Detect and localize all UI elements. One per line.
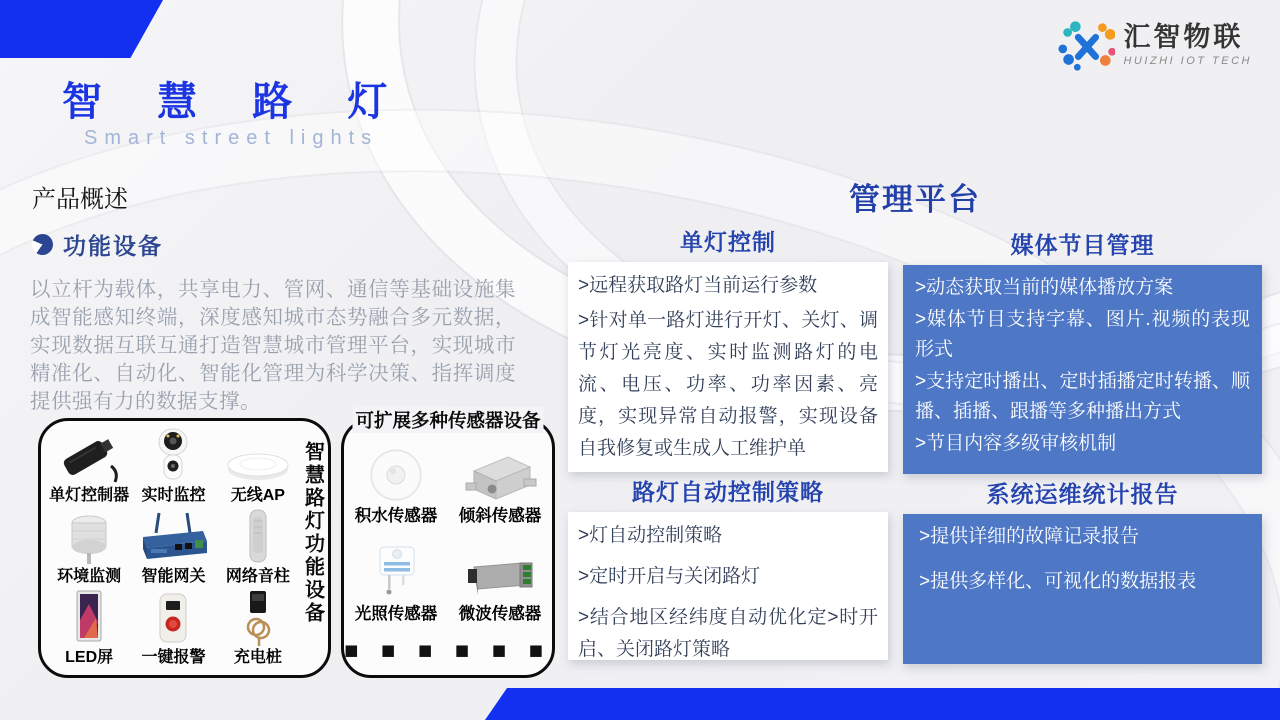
top-left-accent-shape — [0, 0, 163, 58]
sensor-item — [344, 529, 448, 627]
page-title: 智 慧 路 灯 — [62, 80, 410, 124]
section-body — [568, 512, 888, 660]
section-title: 系统运维统计报告 — [986, 481, 1179, 507]
overview-paragraph: 以立杆为载体，共享电力、管网、通信等基础设施集成智能感知终端，深度感知城市态势融合多元数据，实现数据互联互通打造智慧城市管理平台，实现城市精准化、自动化、智能化管理为科学决策、指挥调度提供强有力的数据支撑。 — [30, 278, 516, 413]
device-item — [131, 508, 215, 589]
section-item: >提供详细的故障记录报告 — [919, 526, 1140, 547]
led-screen-image — [66, 590, 112, 648]
sensor-item — [448, 431, 552, 529]
section-item: >结合地区经纬度自动优化定>时开启、关闭路灯策略 — [578, 606, 878, 660]
section-title: 媒体节目管理 — [1010, 232, 1155, 258]
logo-brand-text: 汇智物联 — [1123, 22, 1244, 53]
tilt-sensor-image — [460, 447, 540, 507]
wireless-ap-image — [222, 436, 294, 486]
water-sensor-image — [364, 447, 428, 507]
device-item — [216, 427, 300, 508]
section-item: >动态获取当前的媒体播放方案 — [915, 277, 1174, 298]
device-item — [216, 588, 300, 669]
section-item: >定时开启与关闭路灯 — [578, 565, 761, 587]
device-label: 无线AP — [230, 487, 285, 505]
device-box — [38, 418, 331, 678]
sensor-label: 积水传感器 — [354, 507, 438, 526]
section-item: >提供多样化、可视化的数据报表 — [919, 571, 1197, 593]
section-title: 单灯控制 — [680, 229, 776, 255]
page-subtitle: Smart street lights — [84, 127, 379, 149]
section-auto-control-strategy — [568, 474, 888, 660]
device-item — [47, 508, 131, 589]
sensor-item — [344, 431, 448, 529]
lamp-controller-image — [51, 432, 127, 486]
section-body — [903, 514, 1262, 664]
surveillance-camera-image — [143, 428, 203, 486]
device-label: 环境监测 — [57, 568, 122, 586]
device-label: 单灯控制器 — [49, 487, 130, 505]
platform-heading: 管理平台 — [849, 182, 981, 217]
section-item: >远程获取路灯当前运行参数 — [578, 275, 818, 296]
overview-bullet — [32, 228, 163, 261]
device-label: 实时监控 — [141, 487, 206, 505]
section-title: 路灯自动控制策略 — [632, 479, 824, 505]
device-item — [47, 427, 131, 508]
company-logo — [1057, 16, 1252, 74]
device-item — [131, 588, 215, 669]
section-body — [568, 262, 888, 472]
device-item — [131, 427, 215, 508]
sensor-item — [448, 529, 552, 627]
pie-circle-icon — [32, 234, 53, 255]
section-body — [903, 265, 1262, 474]
sensor-label: 光照传感器 — [354, 605, 438, 624]
sensor-box-title: 可扩展多种传感器设备 — [352, 407, 543, 433]
device-grid — [47, 427, 300, 669]
sensor-label: 微波传感器 — [458, 605, 542, 624]
network-dots-icon — [1057, 16, 1115, 74]
overview-heading: 产品概述 — [32, 186, 128, 213]
more-sensors-indicator: ■ ■ ■ ■ ■ ■ — [344, 641, 552, 659]
section-item: >媒体节目支持字幕、图片.视频的表现形式 — [915, 309, 1250, 360]
charging-pile-image — [236, 590, 280, 648]
microwave-sensor-image — [460, 549, 540, 605]
network-speaker-image — [238, 509, 278, 567]
device-box-vertical-label: 智慧路灯功能设备 — [301, 441, 324, 625]
section-media-program-management — [903, 227, 1262, 474]
section-ops-statistics-report — [903, 476, 1262, 664]
sensor-grid — [344, 431, 552, 627]
sensor-box — [341, 410, 555, 678]
section-single-lamp-control — [568, 224, 888, 472]
section-item: >针对单一路灯进行开灯、关灯、调节灯光亮度、实时监测路灯的电流、电压、功率、功率因素、亮度，实现异常自动报警，实现设备自我修复或生成人工维护单 — [578, 309, 878, 459]
overview-bullet-label: 功能设备 — [63, 233, 163, 259]
bottom-accent-bar — [485, 688, 1280, 720]
device-label: 网络音柱 — [225, 568, 290, 586]
device-label: 充电桩 — [233, 648, 282, 666]
section-item: >灯自动控制策略 — [578, 525, 723, 546]
sensor-label: 倾斜传感器 — [458, 507, 542, 526]
device-item — [216, 508, 300, 589]
section-item: >支持定时播出、定时插播定时转播、顺播、插播、跟播等多种播出方式 — [915, 371, 1250, 422]
alarm-button-image — [147, 592, 199, 648]
smart-gateway-image — [135, 511, 211, 567]
logo-sub-text: HUIZHI IOT TECH — [1123, 54, 1252, 67]
light-sensor-image — [366, 543, 426, 605]
device-label: LED屏 — [65, 648, 114, 666]
device-label: 一键报警 — [141, 648, 206, 666]
device-item — [47, 588, 131, 669]
environment-monitor-image — [59, 511, 119, 567]
section-item: >节目内容多级审核机制 — [915, 433, 1117, 455]
device-label: 智能网关 — [141, 568, 206, 586]
